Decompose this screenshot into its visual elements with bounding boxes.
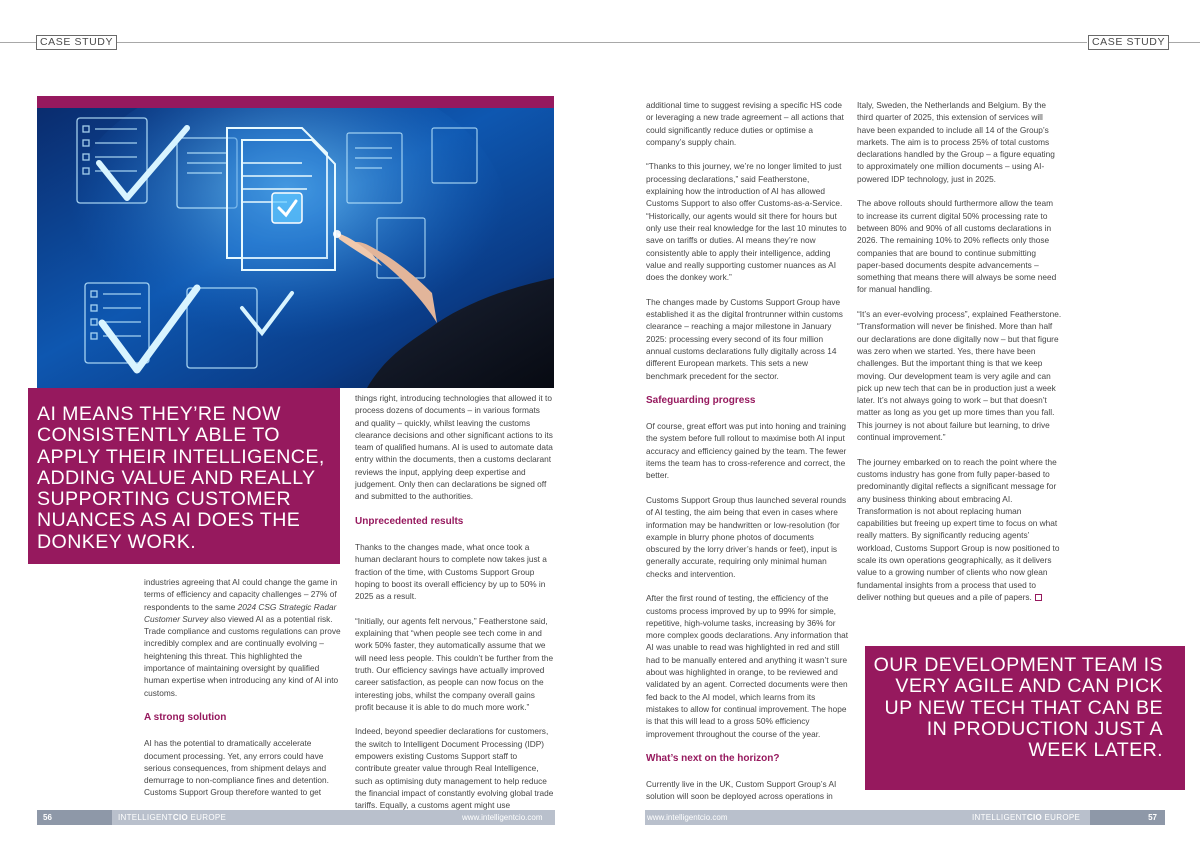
heading-whats-next: What’s next on the horizon?: [646, 753, 780, 765]
col3-paragraph-5: Customs Support Group thus launched several rounds of AI testing, the aim being that even in cases where information may be handwritten or low-resolution (for example in blurry phone photos of documents obscured by the lorry driver’s hands or feet), input is generally accurate, requiring only minimal human checks and intervention.: [646, 494, 847, 579]
col4-p4-text: The journey embarked on to reach the point where the customs industry has gone from fully paper-based to predominantly digital reflects a significant message for any business thinking about embracing AI. Transformation is not about replacing human capabilities but freeing up expert time to focus on what really matters. By significantly reducing agents’ workload, Customs Support Group is now positioned to scale its own operations geographically, as it delivers value to a growing number of clients who now glean fundamental insights from a process that used to deliver nothing but queues and a pile of papers.: [857, 456, 1060, 602]
hero-accent-bar: [37, 96, 554, 108]
website-url-right[interactable]: www.intelligentcio.com: [647, 813, 728, 822]
col1-p1-survey-title: 2024 CSG Strategic Radar Customer Survey: [144, 601, 337, 624]
article-column-1: [144, 576, 344, 811]
article-column-2: [355, 392, 555, 824]
case-study-tag-right: CASE STUDY: [1088, 35, 1169, 50]
col1-p1-text-b: also viewed AI as a potential risk. Trade compliance and customs regulations can prove incredibly complex and are continually evolving – heightening this threat. This highlighted the importance of maintaining oversight by qualified human expertise when introducing any kind of AI into customs.: [144, 613, 341, 698]
col4-paragraph-1: Italy, Sweden, the Netherlands and Belgium. By the third quarter of 2025, this extension of services will have been expanded to include all 14 of the Group’s markets. The aim is to process 25% of total customs declarations handled by the Group – a figure equating to approximately one million documents – using AI-powered IDP technology, just in 2025.: [857, 100, 1055, 184]
col4-paragraph-4: [857, 456, 1062, 604]
heading-unprecedented-results: Unprecedented results: [355, 515, 464, 527]
publication-brand-right: [972, 810, 1080, 825]
pull-quote-right-text: OUR DEVELOPMENT TEAM IS VERY AGILE AND CAN PICK UP NEW TECH THAT CAN BE IN PRODUCTION JUST A WEEK LATER.: [873, 654, 1163, 762]
end-of-article-icon: [1035, 594, 1042, 601]
header-rule-left: [0, 42, 36, 43]
brand-intelligent-left: INTELLIGENT: [118, 813, 173, 822]
hero-image: [37, 108, 554, 388]
col3-paragraph-4: Of course, great effort was put into honing and training the system before full rollout to maximise both AI input accuracy and efficiency gained by the team. The fewer items the team has to cross-reference and correct, the better.: [646, 421, 847, 481]
brand-europe-left: EUROPE: [188, 813, 227, 822]
page-number-left: 56: [37, 810, 112, 825]
case-study-tag-left: CASE STUDY: [36, 35, 117, 50]
col2-paragraph-4: Indeed, beyond speedier declarations for customers, the switch to Intelligent Document Processing (IDP) empowers existing Customs Support staff to contribute greater value through Real Intelligence, such as optimising duty management to help reduce the financial impact of constantly evolving global trade tariffs. Equally, a customs agent might use: [355, 726, 554, 811]
col1-paragraph-2: AI has the potential to dramatically accelerate document processing. Yet, any errors could have serious consequences, from shipment delays and demurrage to non-compliance fines and detention. Customs Support Group therefore wanted to get: [144, 738, 329, 798]
brand-cio-left: CIO: [172, 813, 188, 822]
col4-paragraph-3: “It’s an ever-evolving process”, explained Featherstone. “Transformation will never be finished. More than half our declarations are done digitally now – but that figure was zero when we started. Yes, there have been challenges. But the important thing is that we keep moving. Our development team is very agile and can pick up new tech that can be in production just a week later. It’s not always going to work – but that doesn’t matter as long as you get up more times than you fall. This journey is not about failure but learning, to drive continual improvement.”: [857, 309, 1062, 443]
col2-paragraph-2: Thanks to the changes made, what once took a human declarant hours to complete now takes just a fraction of the time, with Customs Support Group hoping to boost its overall efficiency by up to 50% in 2025 as a result.: [355, 541, 547, 602]
header-rule-right: [1165, 42, 1200, 43]
col2-paragraph-3: “Initially, our agents felt nervous,” Featherstone said, explaining that “when people see tech come in and work 50% faster, they automatically assume that we will need less people. This couldn’t be further from the truth. Our efficiency savings have actually improved career satisfaction, as people can now focus on the interesting jobs, whilst the company overall gains profit because it is able to do much more work.”: [355, 615, 554, 712]
digital-documents-illustration: [37, 108, 554, 388]
col2-paragraph-1: things right, introducing technologies that allowed it to process dozens of documents – in various formats and quality – quickly, whilst leaving the customs clearance decisions and other significant actions to its team of qualified humans. AI is used to automate data entry within the documents, then a customs declarant reviews the input, applying deep expertise and judgement. Only then can declarations be signed off and submitted to the authorities.: [355, 393, 553, 502]
col4-paragraph-2: The above rollouts should furthermore allow the team to increase its current digital 50% processing rate to between 80% and 90% of all customs declarations in 2026. The remaining 10% to 20% reflects only those companies that are bound to continue submitting paper-based documents despite advancements – something that means there will always be some need for manual handling.: [857, 198, 1057, 295]
article-column-4: [857, 99, 1062, 615]
col3-paragraph-2: “Thanks to this journey, we’re no longer limited to just processing declarations,” said Featherstone, explaining how the introduction of AI has allowed Customs Support to also offer Customs-as-a-Service. “Historically, our agents would sit there for hours but only use their real knowledge for the last 10 minutes to save on tariffs or duties. AI means they’re now consistently able to apply their intelligence, adding value and really supporting customer nuances as AI does the donkey work.”: [646, 161, 847, 283]
heading-safeguarding-progress: Safeguarding progress: [646, 395, 756, 407]
heading-a-strong-solution: A strong solution: [144, 712, 227, 724]
pull-quote-left: [28, 388, 340, 564]
col1-p1-text-a: industries agreeing that AI could change the game in terms of efficiency and capacity challenges – 27% of respondents to the same: [144, 577, 338, 612]
col1-paragraph-1: [144, 576, 344, 699]
col3-paragraph-6: After the first round of testing, the efficiency of the customs process improved by up to 99% for simple, repetitive, high-volume tasks, increasing by 36% for more complex goods declarations. Any information that AI was unable to read was highlighted in red and still had to be manually entered and anything it wasn’t sure about was highlighted in orange, to be reviewed and validated by an agent. Corrected documents were then fed back to the AI model, which learns from its mistakes to allow for continual improvement. The hope is that this will lead to a gross 50% efficiency improvement throughout the course of the year.: [646, 593, 848, 739]
brand-europe-right: EUROPE: [1042, 813, 1081, 822]
col3-paragraph-3: The changes made by Customs Support Group have established it as the digital frontrunner within customs clearance – reaching a major milestone in January 2025: processing every second of its four million annual customs declarations fully digitally across 14 different European markets. This sets a new benchmark precedent for the sector.: [646, 296, 843, 381]
col3-paragraph-1: additional time to suggest revising a specific HS code or leveraging a new trade agreement – all actions that could significantly reduce duties or optimise a company’s supply chain.: [646, 100, 844, 147]
pull-quote-right: [865, 646, 1185, 790]
publication-brand-left: [118, 810, 226, 825]
article-column-3: [646, 99, 848, 815]
brand-intelligent-right: INTELLIGENT: [972, 813, 1027, 822]
header-rule-center: [110, 42, 1087, 43]
pull-quote-left-text: AI MEANS THEY’RE NOW CONSISTENTLY ABLE TO APPLY THEIR INTELLIGENCE, ADDING VALUE AND REALLY SUPPORTING CUSTOMER NUANCES AS AI DOES THE DONKEY WORK.: [37, 403, 325, 553]
brand-cio-right: CIO: [1026, 813, 1042, 822]
page-number-right: 57: [1090, 810, 1165, 825]
website-url-left[interactable]: www.intelligentcio.com: [462, 813, 543, 822]
col3-paragraph-7: Currently live in the UK, Custom Support Group’s AI solution will soon be deployed across operations in: [646, 779, 837, 802]
